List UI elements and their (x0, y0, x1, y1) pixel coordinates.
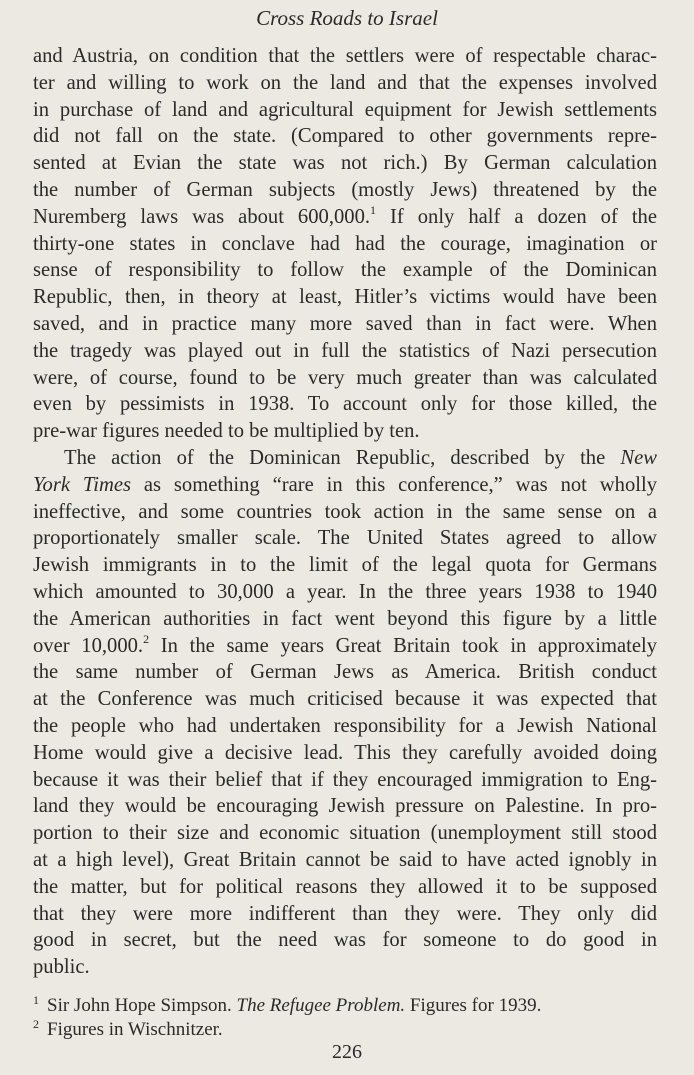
line-text: at a high level), Great Britain cannot be said to have acted ignobly in (33, 848, 657, 871)
line-text: that they were more indifferent than they were. They only did (33, 902, 657, 925)
text-line (33, 43, 657, 70)
text-line (33, 820, 657, 847)
text-line (33, 257, 657, 284)
text-line (33, 954, 657, 981)
text-line (33, 901, 657, 928)
body-text (33, 43, 657, 981)
line-text: ter and willing to work on the land and that the expenses involved (33, 71, 657, 94)
line-text: thirty-one states in conclave had had the courage, imagination or (33, 232, 657, 255)
line-text: the American authorities in fact went beyond this figure by a little (33, 607, 657, 630)
line-text: at the Conference was much criticised because it was expected that (33, 688, 657, 711)
text-line (33, 927, 657, 954)
line-text: even by pessimists in 1938. To account only for those killed, the (33, 393, 657, 416)
footnote-ref: 1 (370, 202, 377, 217)
text-line (33, 579, 657, 606)
text-line (33, 150, 657, 177)
line-text: In the same years Great Britain took in approximately (149, 634, 657, 657)
line-text: Nuremberg laws was about 600,000. (33, 205, 371, 228)
line-text: ineffective, and some countries took action in the same sense on a (33, 500, 657, 523)
line-text: proportionately smaller scale. The United States agreed to allow (33, 527, 657, 550)
text-line (33, 231, 657, 258)
footnotes (33, 994, 541, 1042)
text-line (33, 552, 657, 579)
running-header: Cross Roads to Israel (256, 6, 438, 30)
line-text: Republic, then, in theory at least, Hitler’s victims would have been (33, 286, 657, 309)
italic-text: York Times (33, 473, 131, 496)
line-text: Jewish immigrants in to the limit of the legal quota for Germans (33, 554, 657, 577)
text-line (33, 338, 657, 365)
footnote-text: Figures for 1939. (405, 995, 542, 1016)
footnote-mark: 2 (33, 1017, 39, 1031)
line-text: If only half a dozen of the (376, 205, 657, 228)
footnote-2 (33, 1018, 541, 1042)
line-text: public. (33, 956, 90, 979)
text-line (33, 472, 657, 499)
footnote-text: Figures in Wischnitzer. (47, 1019, 223, 1040)
text-line (33, 847, 657, 874)
footnote-ref: 2 (143, 631, 150, 646)
text-line (33, 740, 657, 767)
text-line (33, 633, 657, 660)
text-line (33, 713, 657, 740)
line-text: did not fall on the state. (Compared to other governments repre- (33, 125, 657, 148)
text-line (33, 418, 657, 445)
italic-text: New (620, 446, 657, 469)
line-text: Home would give a decisive lead. This they carefully avoided doing (33, 741, 657, 764)
footnote-text: Sir John Hope Simpson. (47, 995, 237, 1016)
line-text: and Austria, on condition that the settlers were of respectable charac- (33, 45, 657, 67)
text-line (33, 874, 657, 901)
text-line (33, 284, 657, 311)
line-text: portion to their size and economic situation (unemployment still stood (33, 822, 657, 845)
line-text: which amounted to 30,000 a year. In the three years 1938 to 1940 (33, 580, 657, 603)
line-text: land they would be encouraging Jewish pressure on Palestine. In pro- (33, 795, 657, 818)
text-line (33, 686, 657, 713)
line-text: over 10,000. (33, 634, 144, 657)
line-text: the same number of German Jews as America. British conduct (33, 661, 657, 684)
text-line (33, 123, 657, 150)
line-text: the people who had undertaken responsibility for a Jewish National (33, 714, 657, 737)
text-line (33, 445, 657, 472)
text-line (33, 606, 657, 633)
text-line (33, 793, 657, 820)
line-text: the matter, but for political reasons they allowed it to be supposed (33, 875, 657, 898)
text-line (33, 177, 657, 204)
text-line (33, 311, 657, 338)
text-line (33, 659, 657, 686)
text-line (33, 525, 657, 552)
text-line (33, 365, 657, 392)
line-text: were, of course, found to be very much greater than was calculated (33, 366, 657, 389)
footnote-title: The Refugee Problem. (236, 995, 406, 1016)
page-number: 226 (332, 1041, 362, 1063)
line-text: sense of responsibility to follow the example of the Dominican (33, 259, 657, 282)
line-text: the tragedy was played out in full the statistics of Nazi persecution (33, 339, 657, 362)
text-line (33, 767, 657, 794)
line-text: The action of the Dominican Republic, described by the (64, 446, 621, 469)
text-line (33, 204, 657, 231)
text-line (33, 70, 657, 97)
line-text: as something “rare in this conference,” was not wholly (130, 473, 657, 496)
line-text: in purchase of land and agricultural equipment for Jewish settlements (33, 98, 657, 121)
line-text: because it was their belief that if they encouraged immigration to Eng- (33, 768, 657, 791)
line-text: sented at Evian the state was not rich.) By German calculation (33, 152, 657, 175)
line-text: pre-war figures needed to be multiplied by ten. (33, 420, 420, 443)
text-line (33, 97, 657, 124)
text-line (33, 499, 657, 526)
line-text: saved, and in practice many more saved than in fact were. When (33, 312, 657, 335)
footnote-1 (33, 994, 541, 1018)
line-text: good in secret, but the need was for someone to do good in (33, 929, 657, 952)
footnote-mark: 1 (33, 993, 39, 1007)
line-text: the number of German subjects (mostly Jews) threatened by the (33, 178, 657, 201)
text-line (33, 391, 657, 418)
